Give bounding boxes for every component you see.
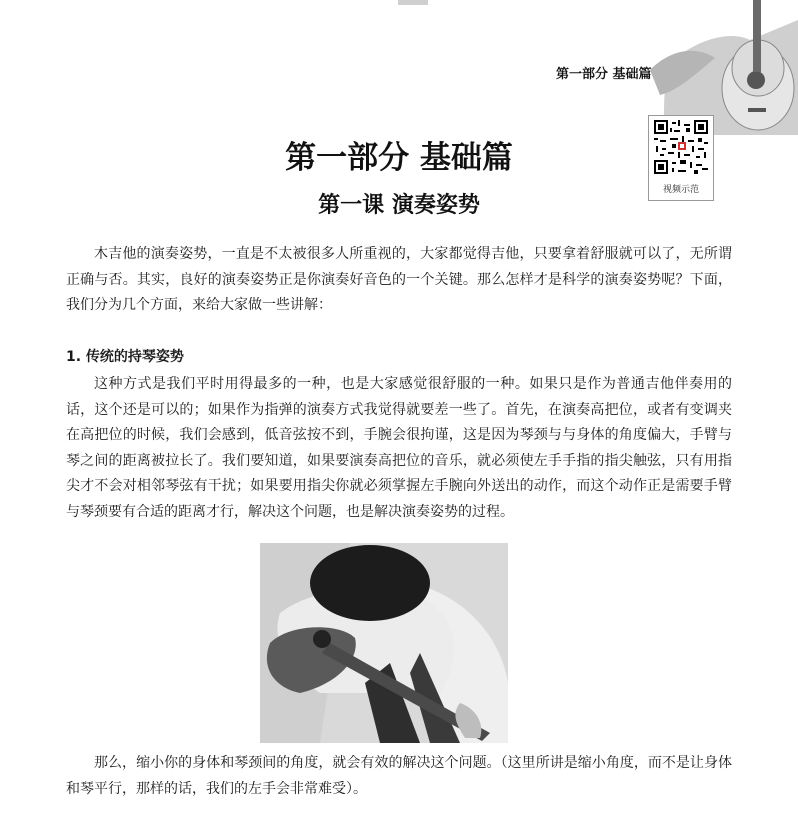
after-photo-paragraph: 那么，缩小你的身体和琴颈间的角度，就会有效的解决这个问题。（这里所讲是缩小角度，而不是让身体和琴平行，那样的话，我们的左手会非常难受）。 bbox=[66, 755, 732, 797]
section-heading: 1. 传统的持琴姿势 bbox=[66, 349, 184, 365]
section-paragraph: 这种方式是我们平时用得最多的一种，也是大家感觉很舒服的一种。如果只是作为普通吉他伴奏用的话，这个还是可以的；如果作为指弹的演奏方式我觉得就要差一些了。首先，在演奏高把位，或者有变调夹在高把位的时候，我们会感到，低音弦按不到，手腕会很拘谨，这是因为琴颈与与身体的角度偏大，手臂与琴之间的距离被拉长了。我们要知道，如果要演奏高把位的音乐，就必须使左手手指的指尖触弦，只有用指尖才不会对相邻琴弦有干扰；如果要用指尖你就必须掌握左手腕向外送出的动作，而这个动作正是需要手臂与琴颈要有合适的距离才行，解决这个问题，也是解决演奏姿势的过程。 bbox=[66, 376, 732, 520]
qr-caption: 视频示范 bbox=[662, 185, 699, 195]
lesson-title: 第一课 演奏姿势 bbox=[318, 193, 480, 218]
page-edge-tab bbox=[398, 0, 428, 5]
intro-paragraph: 木吉他的演奏姿势，一直是不太被很多人所重视的，大家都觉得吉他，只要拿着舒服就可以了，无所谓正确与否。其实，良好的演奏姿势正是你演奏好音色的一个关键。那么怎样才是科学的演奏姿势呢？下面，我们分为几个方面，来给大家做一些讲解： bbox=[66, 246, 732, 313]
guitar-posture-photo bbox=[260, 543, 508, 743]
part-title: 第一部分 基础篇 bbox=[285, 140, 513, 176]
section-header: 第一部分 基础篇 bbox=[556, 67, 652, 82]
